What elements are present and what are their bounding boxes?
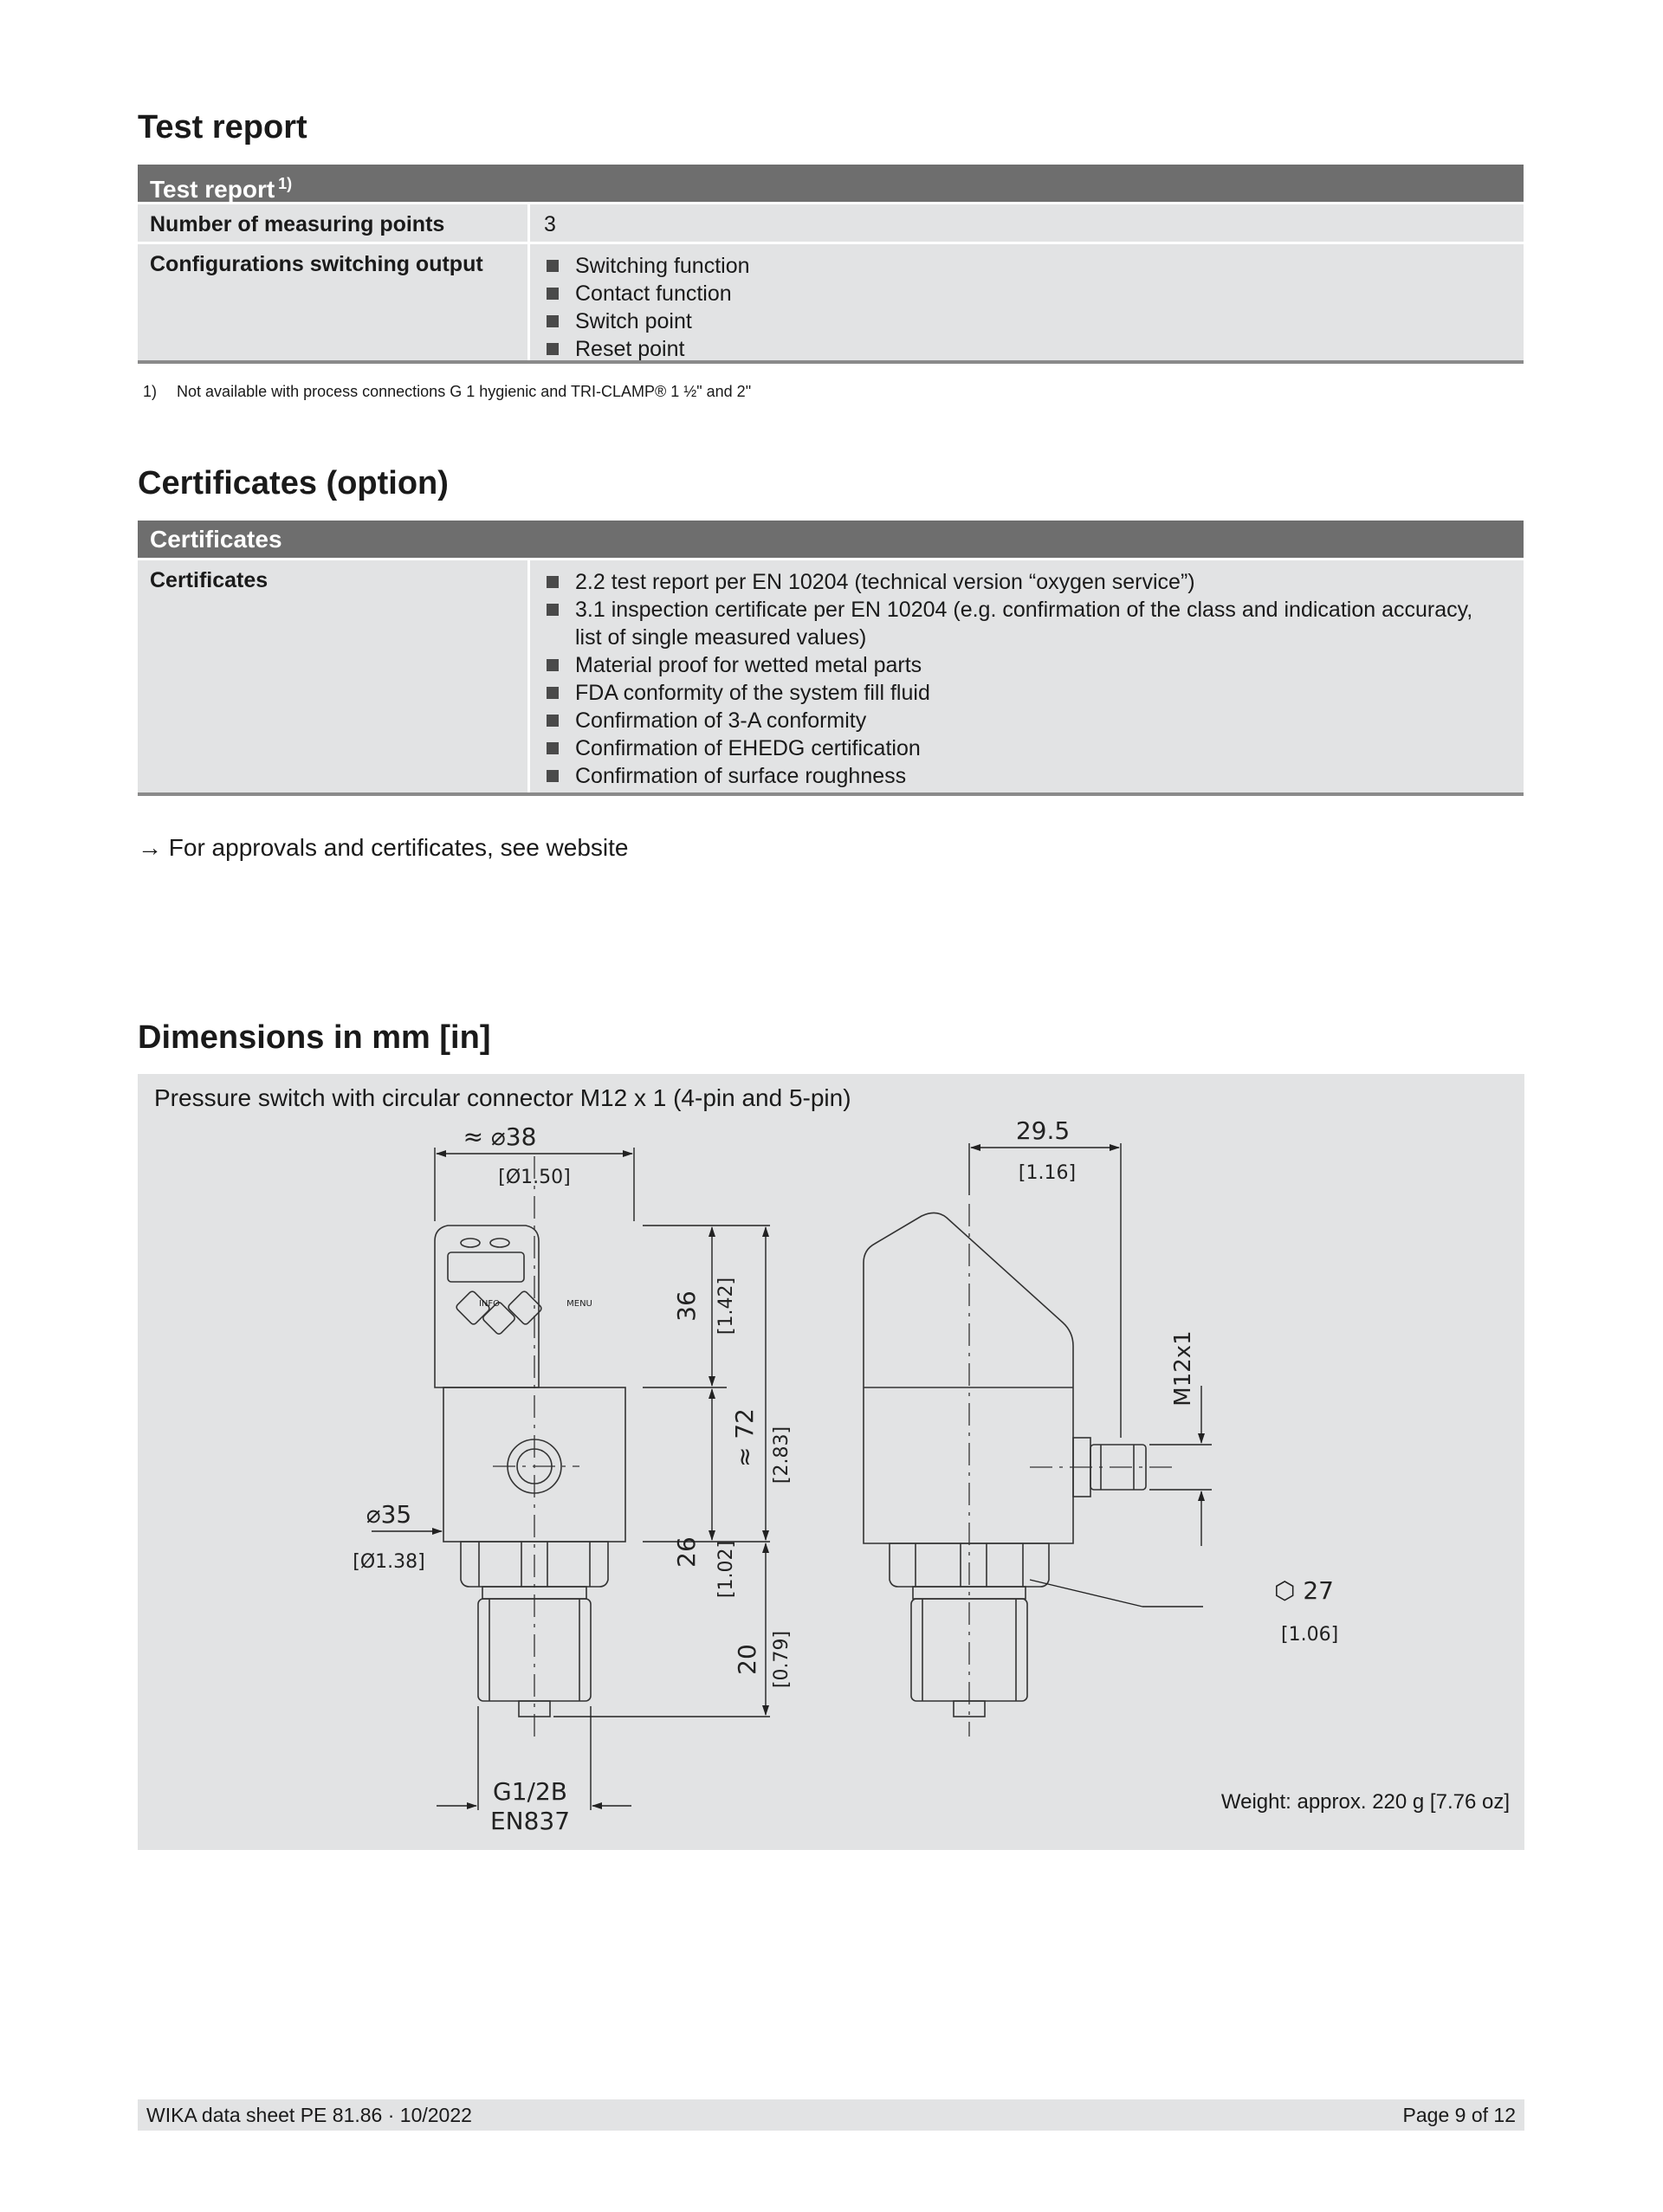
- dimensions-heading: Dimensions in mm [in]: [138, 1019, 491, 1056]
- bullet-list: [544, 252, 1524, 363]
- dim-label: ⬡ 27: [1274, 1576, 1334, 1605]
- dim-label: [1.42]: [715, 1277, 737, 1336]
- dim-label: ≈ 72: [730, 1408, 759, 1467]
- row-value: [530, 244, 1524, 360]
- down-button-icon: [507, 1290, 542, 1325]
- row-label: Certificates: [138, 560, 530, 792]
- certificates-table: [138, 521, 1524, 796]
- dim-label: [2.83]: [771, 1426, 793, 1484]
- table-bottom-rule: [138, 792, 1524, 796]
- footnote-text: Not available with process connections G 1 hygienic and TRI-CLAMP® 1 ½" and 2": [177, 383, 752, 400]
- weight-note: Weight: approx. 220 g [7.76 oz]: [1220, 1790, 1510, 1814]
- row-value: 3: [544, 212, 556, 236]
- page-footer: [138, 2099, 1524, 2131]
- dim-label: ≈ ⌀38: [463, 1122, 537, 1151]
- table-row: [138, 560, 1524, 792]
- list-item: 2.2 test report per EN 10204 (technical version “oxygen service”): [544, 568, 1498, 596]
- dim-label: M12x1: [1170, 1330, 1196, 1407]
- footnote: [143, 383, 751, 401]
- list-item: Switching function: [544, 252, 1524, 280]
- certificates-heading: Certificates (option): [138, 465, 449, 501]
- table-row: [138, 244, 1524, 360]
- footer-page-number: Page 9 of 12: [1402, 2104, 1516, 2126]
- dim-label: ⌀35: [366, 1500, 412, 1529]
- test-report-table: [138, 165, 1524, 364]
- footer-document-info: WIKA data sheet PE 81.86 · 10/2022: [146, 2104, 472, 2126]
- dim-label: 36: [672, 1290, 701, 1322]
- dimensions-drawing-panel: [138, 1074, 1524, 1850]
- drawing-caption: Pressure switch with circular connector M12 x 1 (4-pin and 5-pin): [154, 1084, 851, 1111]
- led-icon: [490, 1239, 509, 1247]
- footnote-ref: 1): [278, 175, 293, 192]
- list-item: Confirmation of EHEDG certification: [544, 734, 1498, 762]
- list-item: Reset point: [544, 335, 1524, 363]
- menu-label: MENU: [566, 1299, 592, 1309]
- dim-label: EN837: [489, 1807, 571, 1835]
- list-item: Confirmation of surface roughness: [544, 762, 1498, 790]
- dim-label: 26: [672, 1536, 701, 1568]
- side-housing: [864, 1213, 1073, 1543]
- list-item: Switch point: [544, 307, 1524, 335]
- row-value: [530, 560, 1524, 792]
- dim-label: [1.02]: [715, 1540, 737, 1599]
- display-window: [448, 1252, 524, 1282]
- dim-label: 20: [733, 1644, 761, 1675]
- dim-label: 29.5: [1015, 1116, 1071, 1145]
- dim-label: [1.06]: [1281, 1624, 1339, 1646]
- dim-label: G1/2B: [493, 1777, 567, 1806]
- dim-label: [Ø1.38]: [353, 1551, 425, 1573]
- row-label: Configurations switching output: [138, 244, 530, 360]
- table-header-title: Test report: [150, 176, 275, 203]
- list-item: Confirmation of 3-A conformity: [544, 707, 1498, 734]
- approvals-note: → For approvals and certificates, see website: [138, 834, 629, 861]
- technical-drawing: [138, 1074, 1524, 1850]
- footnote-marker: 1): [143, 383, 158, 400]
- list-item: Contact function: [544, 280, 1524, 307]
- list-item: FDA conformity of the system fill fluid: [544, 679, 1498, 707]
- led-icon: [461, 1239, 480, 1247]
- list-item: Material proof for wetted metal parts: [544, 651, 1498, 679]
- bullet-list: [544, 568, 1498, 790]
- dim-label: [Ø1.50]: [498, 1167, 571, 1188]
- info-label: INFO: [478, 1299, 501, 1309]
- test-report-heading: Test report: [138, 109, 307, 146]
- table-row: [138, 204, 1524, 242]
- dim-label: [1.16]: [1018, 1162, 1077, 1184]
- table-header: Certificates: [138, 521, 1524, 558]
- row-label: Number of measuring points: [138, 204, 530, 242]
- list-item: 3.1 inspection certificate per EN 10204 (e.g. confirmation of the class and indication accuracy, list of single measured values): [544, 596, 1498, 651]
- table-header: [138, 165, 1524, 202]
- dim-label: [0.79]: [771, 1630, 793, 1689]
